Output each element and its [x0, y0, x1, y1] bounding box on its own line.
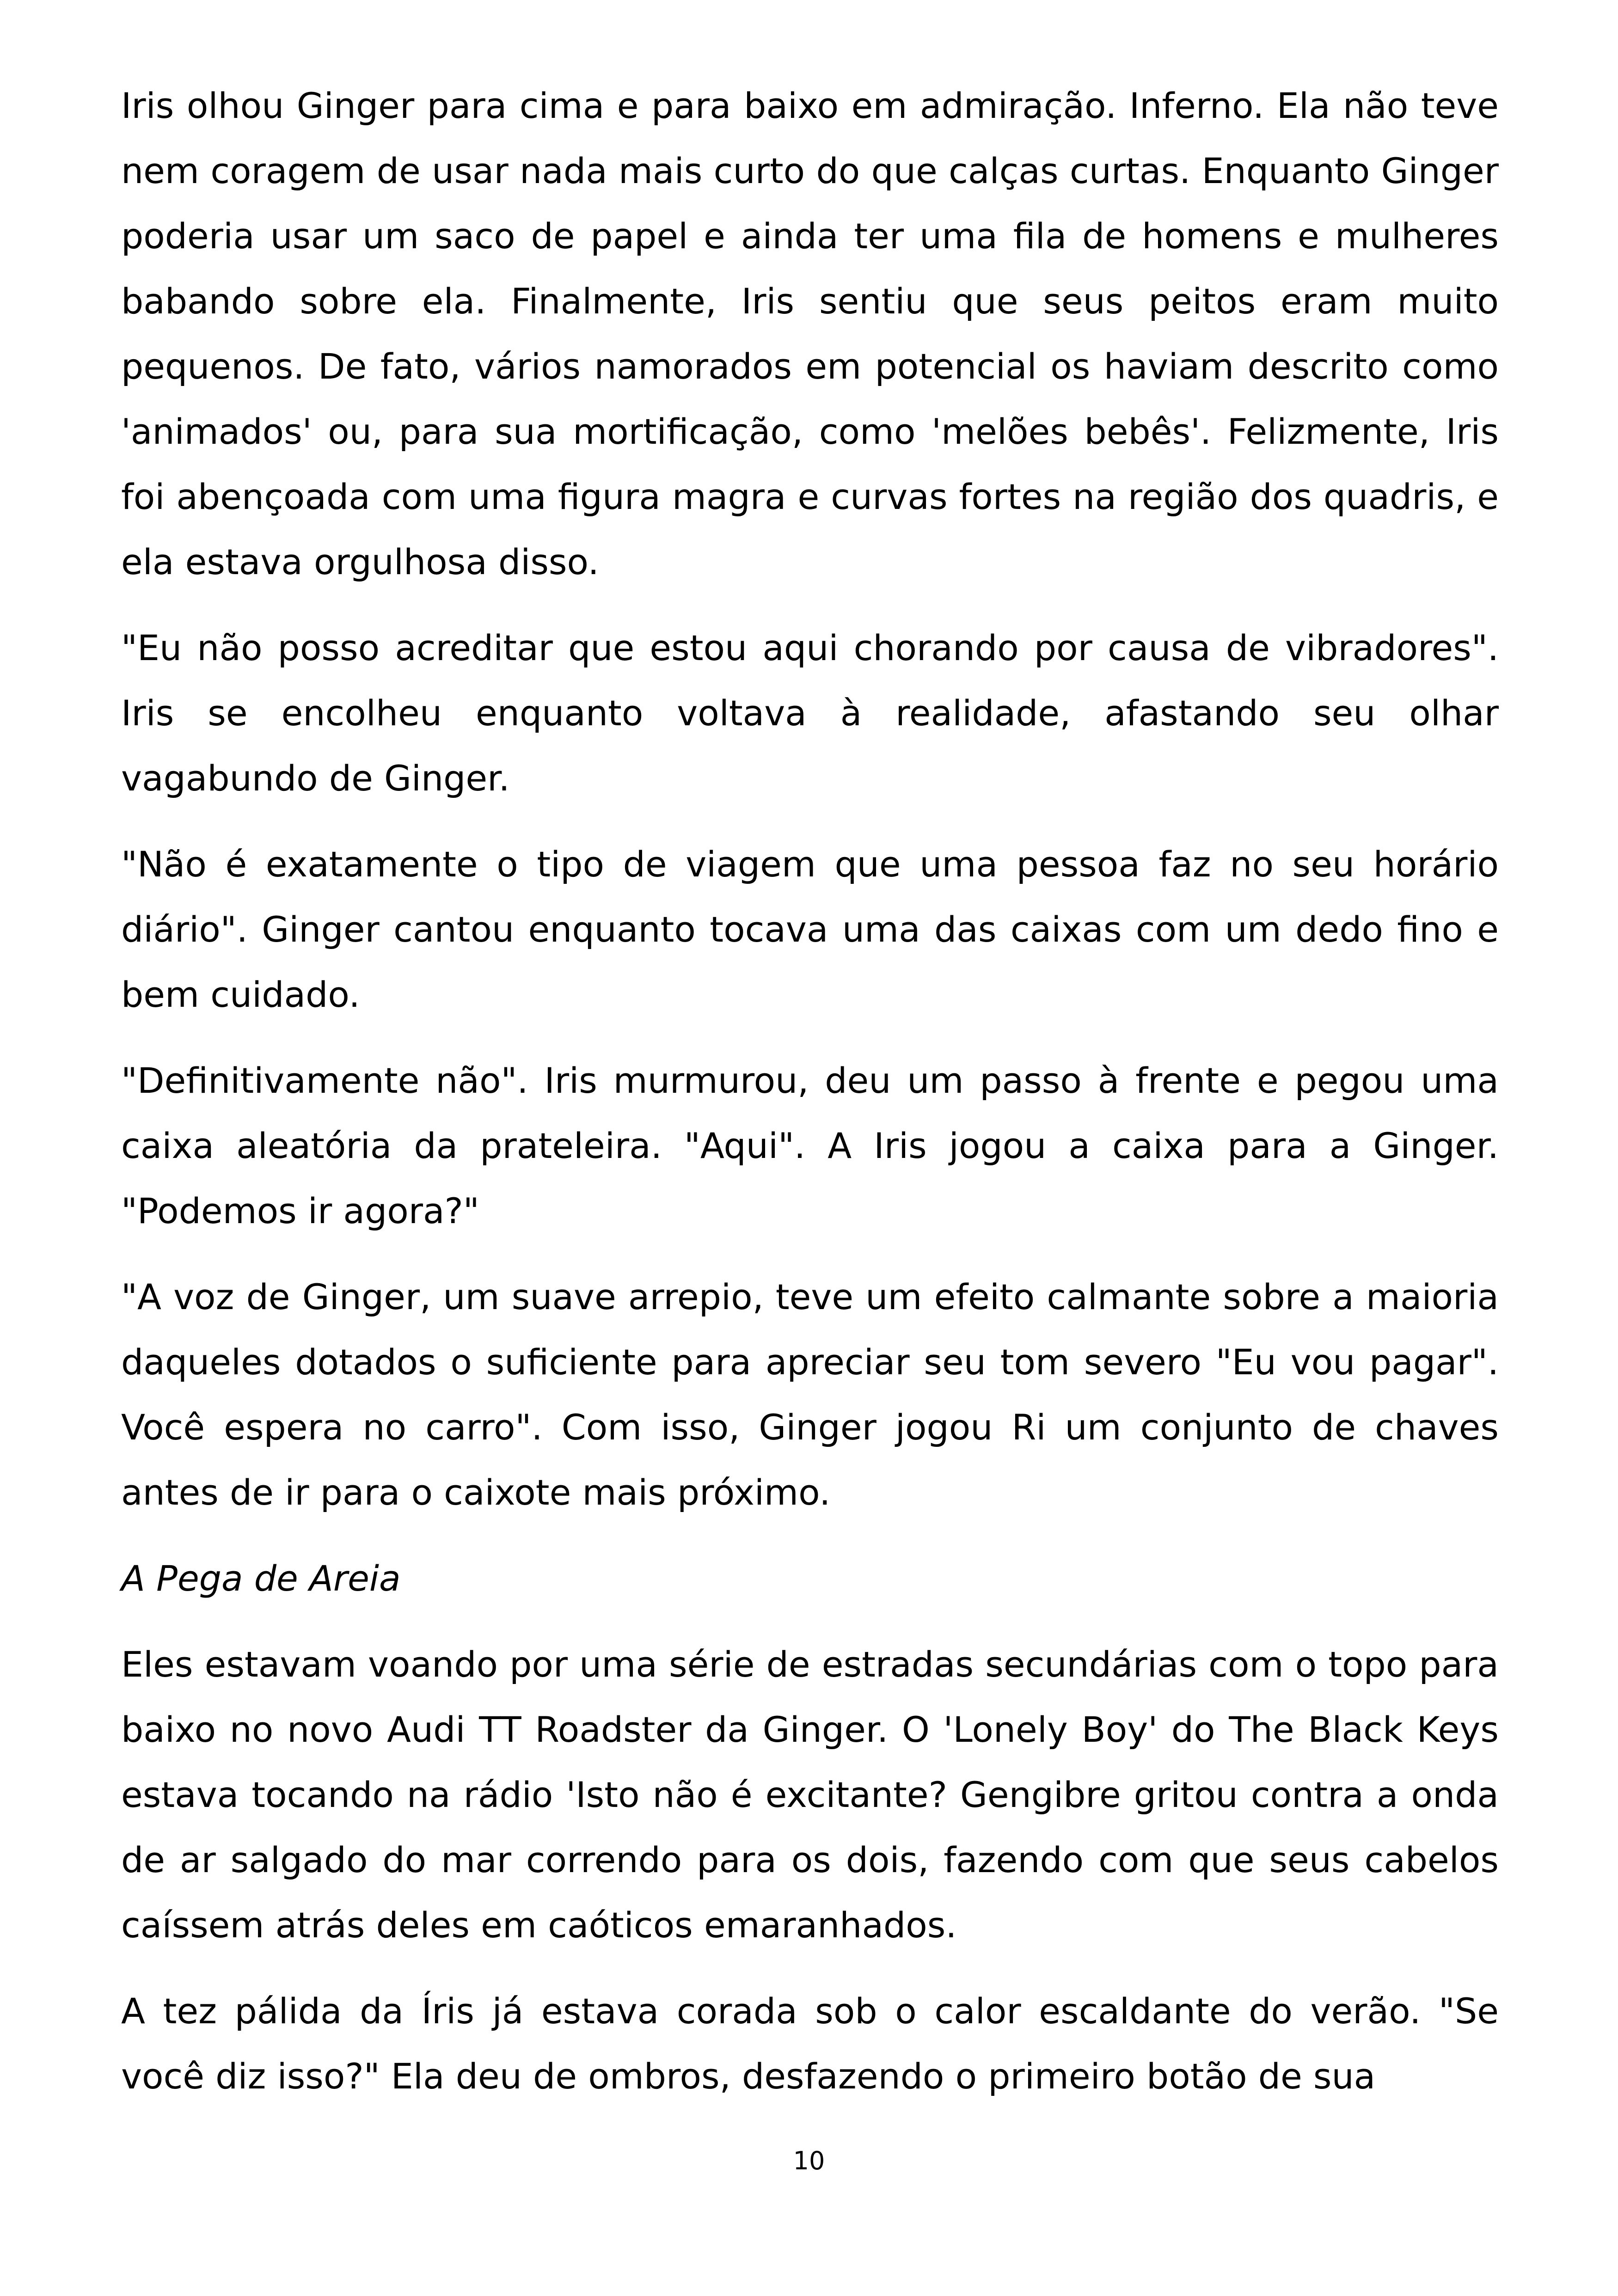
page-body: [121, 73, 1499, 2130]
paragraph-1: Iris olhou Ginger para cima e para baixo em admiração. Inferno. Ela não teve nem coragem de usar nada mais curto do que calças curtas. Enquanto Ginger poderia usar um saco de papel e ainda ter uma fila de homens e mulheres babando sobre ela. Finalmente, Iris sentiu que seus peitos eram muito pequenos. De fato, vários namorados em potencial os haviam descrito como 'animados' ou, para sua mortificação, como 'melões bebês'. Felizmente, Iris foi abençoada com uma figura magra e curvas fortes na região dos quadris, e ela estava orgulhosa disso.: [121, 85, 1499, 582]
paragraph-5: "A voz de Ginger, um suave arrepio, teve um efeito calmante sobre a maioria daqueles dotados o suficiente para apreciar seu tom severo "Eu vou pagar". Você espera no carro". Com isso, Ginger jogou Ri um conjunto de chaves antes de ir para o caixote mais próximo.: [121, 1276, 1499, 1513]
paragraph-3: "Não é exatamente o tipo de viagem que uma pessoa faz no seu horário diário". Ginger cantou enquanto tocava uma das caixas com um dedo fino e bem cuidado.: [121, 844, 1499, 1015]
paragraph-6: Eles estavam voando por uma série de estradas secundárias com o topo para baixo no novo Audi TT Roadster da Ginger. O 'Lonely Boy' do The Black Keys estava tocando na rádio 'Isto não é excitante? Gengibre gritou contra a onda de ar salgado do mar correndo para os dois, fazendo com que seus cabelos caíssem atrás deles em caóticos emaranhados.: [121, 1644, 1499, 1946]
paragraph-2: "Eu não posso acreditar que estou aqui chorando por causa de vibradores". Iris se encolheu enquanto voltava à realidade, afastando seu olhar vagabundo de Ginger.: [121, 627, 1499, 799]
paragraph-7: A tez pálida da Íris já estava corada sob o calor escaldante do verão. "Se você diz isso?" Ela deu de ombros, desfazendo o primeiro botão de sua: [121, 1990, 1499, 2097]
section-title: A Pega de Areia: [121, 1558, 401, 1599]
paragraph-4: "Definitivamente não". Iris murmurou, deu um passo à frente e pegou uma caixa aleatória da prateleira. "Aqui". A Iris jogou a caixa para a Ginger. "Podemos ir agora?": [121, 1060, 1499, 1231]
page-number: 10: [793, 2146, 825, 2175]
